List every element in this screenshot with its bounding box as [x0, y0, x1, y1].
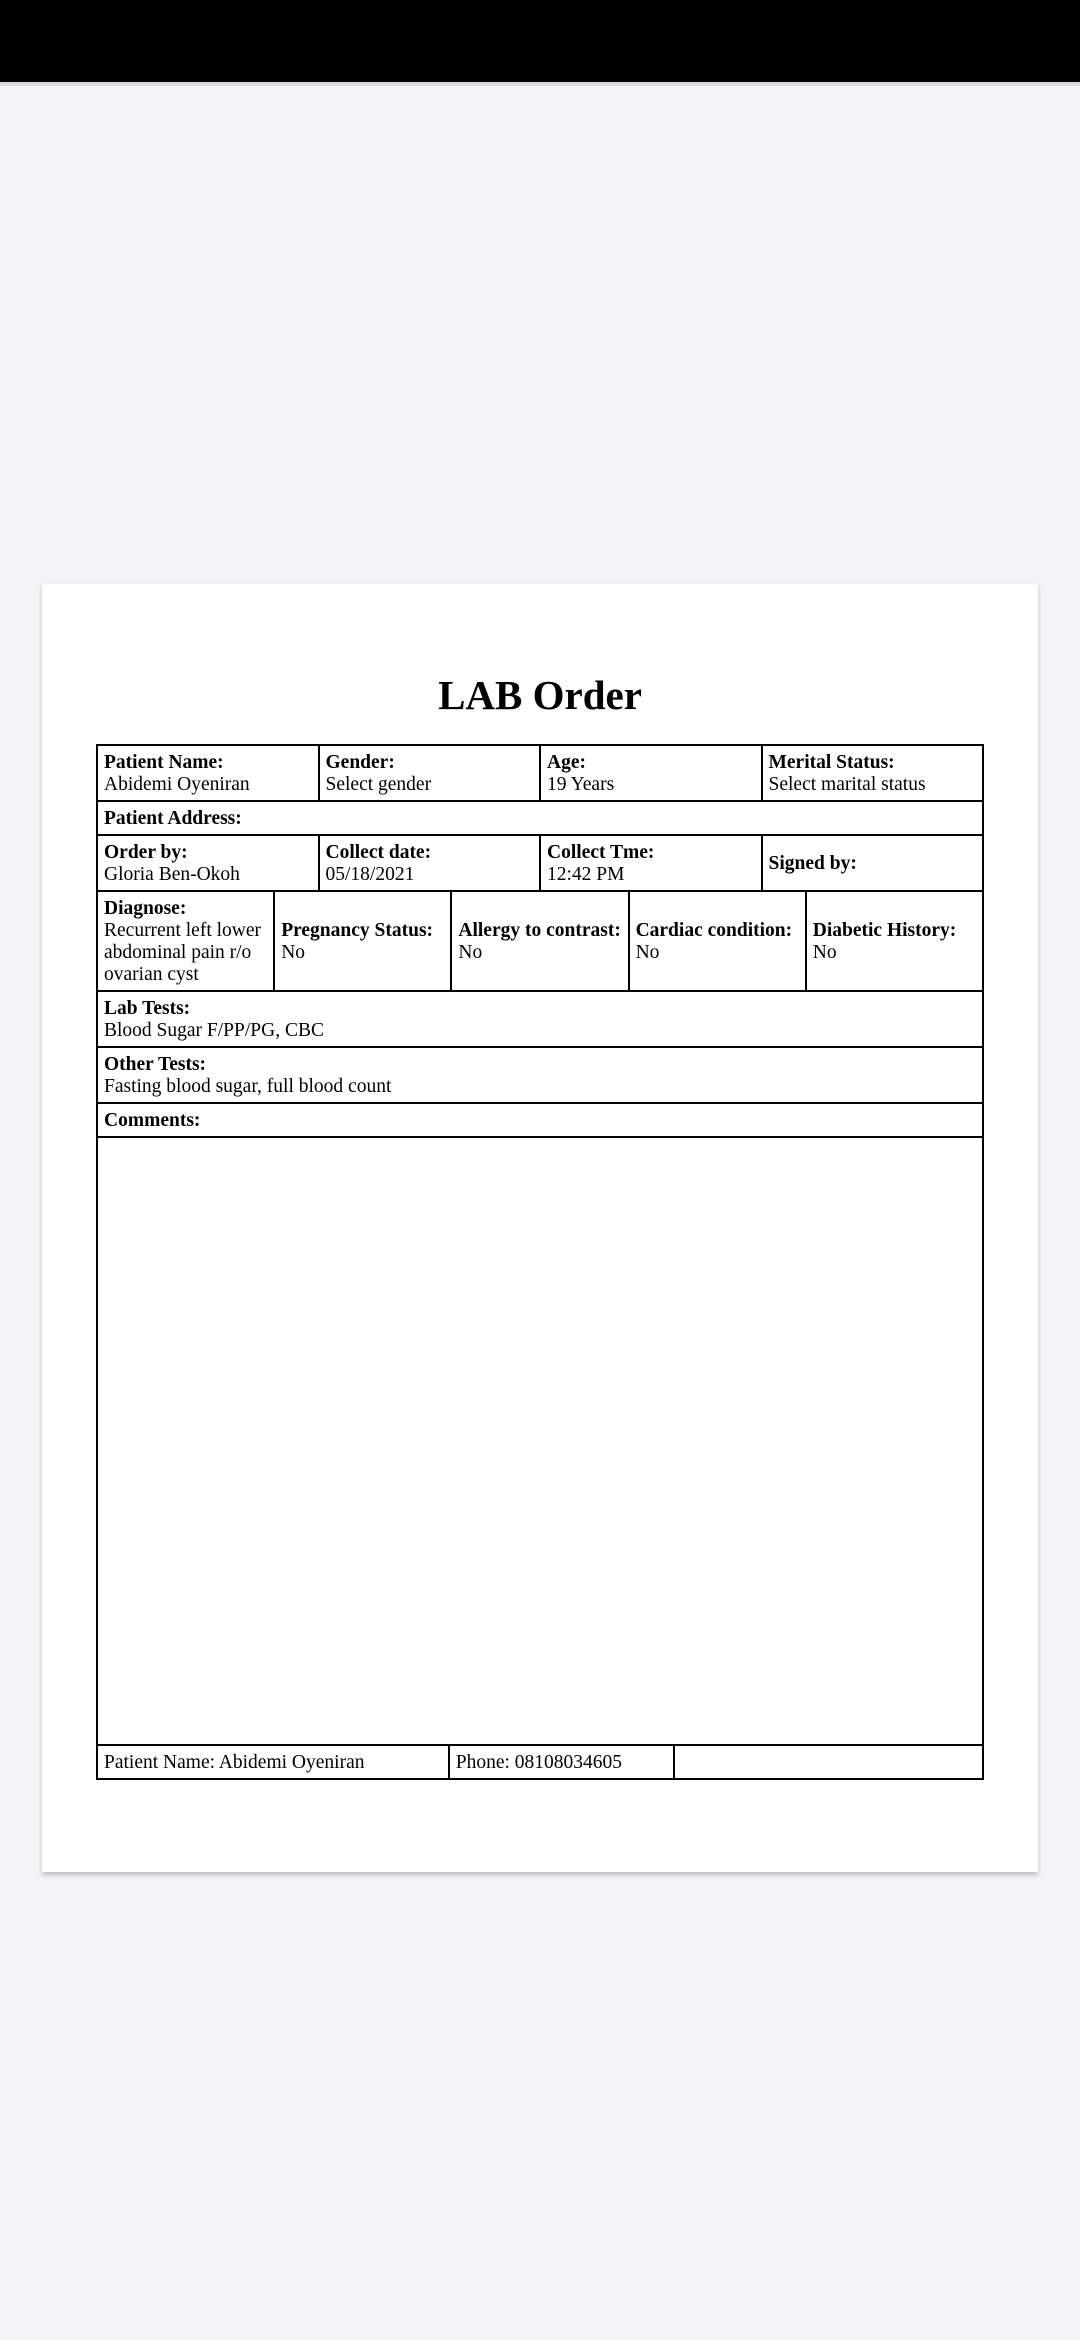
pregnancy-status-cell — [274, 891, 451, 991]
collect-time-value: 12:42 PM — [547, 864, 625, 885]
signed-by-cell — [762, 835, 984, 891]
age-value: 19 Years — [547, 774, 615, 795]
patient-address-row — [96, 800, 984, 836]
footer-row — [96, 1744, 984, 1780]
age-label: Age: — [547, 752, 586, 773]
medical-history-row — [96, 890, 984, 992]
document-page — [42, 584, 1038, 1872]
lab-tests-label: Lab Tests: — [104, 998, 191, 1019]
gender-value: Select gender — [325, 774, 432, 795]
patient-address-cell — [97, 801, 983, 835]
collect-date-label: Collect date: — [325, 842, 432, 863]
patient-name-value: Abidemi Oyeniran — [104, 774, 250, 795]
patient-name-label: Patient Name: — [104, 752, 224, 773]
diagnose-cell — [97, 891, 274, 991]
diabetic-history-value: No — [812, 942, 837, 963]
collect-date-cell — [319, 835, 541, 891]
status-bar — [0, 0, 1080, 82]
comments-body-cell — [97, 1137, 983, 1745]
lab-tests-value: Blood Sugar F/PP/PG, CBC — [104, 1020, 324, 1041]
allergy-to-contrast-value: No — [458, 942, 483, 963]
footer-phone: Phone: 08108034605 — [455, 1752, 623, 1773]
gender-label: Gender: — [325, 752, 395, 773]
pregnancy-status-label: Pregnancy Status: — [281, 920, 434, 941]
diabetic-history-label: Diabetic History: — [812, 920, 957, 941]
diagnose-label: Diagnose: — [104, 898, 187, 919]
marital-status-label: Merital Status: — [768, 752, 895, 773]
age-cell — [540, 745, 762, 801]
lab-tests-row — [96, 990, 984, 1048]
gender-cell — [319, 745, 541, 801]
document-title: LAB Order — [438, 672, 642, 718]
other-tests-cell — [97, 1047, 983, 1103]
lab-order-form — [96, 744, 984, 1780]
diabetic-history-cell — [806, 891, 983, 991]
signed-by-label: Signed by: — [768, 853, 857, 874]
collect-time-cell — [540, 835, 762, 891]
pregnancy-status-value: No — [281, 942, 306, 963]
cardiac-condition-cell — [629, 891, 806, 991]
lab-tests-cell — [97, 991, 983, 1047]
marital-status-value: Select marital status — [768, 774, 926, 795]
diagnose-value: Recurrent left lower abdominal pain r/o ovarian cyst — [104, 920, 262, 985]
comments-header-cell — [97, 1103, 983, 1137]
other-tests-label: Other Tests: — [104, 1054, 207, 1075]
order-by-cell — [97, 835, 319, 891]
cardiac-condition-value: No — [635, 942, 660, 963]
patient-info-row — [96, 744, 984, 802]
order-by-value: Gloria Ben-Okoh — [104, 864, 240, 885]
comments-body-row — [96, 1136, 984, 1746]
patient-address-label: Patient Address: — [104, 808, 242, 829]
collect-time-label: Collect Tme: — [547, 842, 655, 863]
footer-patient-name: Patient Name: Abidemi Oyeniran — [104, 1752, 365, 1773]
footer-patient-name-cell — [97, 1745, 449, 1779]
allergy-to-contrast-label: Allergy to contrast: — [458, 920, 621, 941]
cardiac-condition-label: Cardiac condition: — [635, 920, 793, 941]
other-tests-row — [96, 1046, 984, 1104]
marital-status-cell — [762, 745, 984, 801]
allergy-to-contrast-cell — [451, 891, 628, 991]
other-tests-value: Fasting blood sugar, full blood count — [104, 1076, 392, 1097]
status-bar-divider — [0, 82, 1080, 86]
order-info-row — [96, 834, 984, 892]
footer-empty-cell — [674, 1745, 983, 1779]
patient-name-cell — [97, 745, 319, 801]
order-by-label: Order by: — [104, 842, 188, 863]
comments-header-row — [96, 1102, 984, 1138]
comments-label: Comments: — [104, 1110, 201, 1131]
collect-date-value: 05/18/2021 — [325, 864, 415, 885]
footer-phone-cell — [449, 1745, 674, 1779]
